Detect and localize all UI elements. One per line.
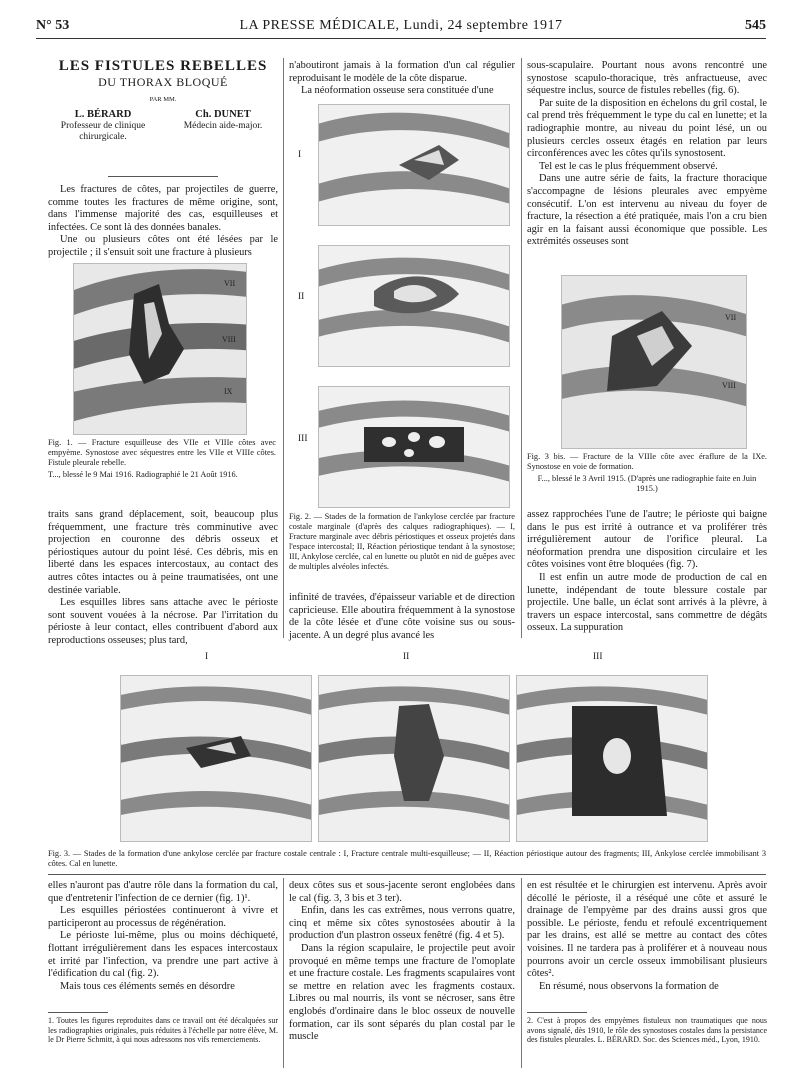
rib-label: VII [725, 313, 737, 322]
figure-2-label-ii: II [298, 292, 305, 302]
figure-2-label-iii: III [298, 434, 308, 444]
paragraph: Par suite de la disposition en échelons du gril costal, le cal prend très fréquemment le type du cal en lunette; et la radiographie montre, au niveau du point lésé, un ou plusieurs cercles osseux étagés en relation par leurs circonférences avec les côtes qu'ils synostosent. [527, 97, 767, 160]
col3-text-bottom [527, 880, 767, 993]
col2-text-bottom [289, 880, 515, 1044]
figure-3bis-caption: Fig. 3 bis. — Fracture de la VIIIe côte avec éraflure de la IXe. Synostose en voie de formation. F..., blessé le 3 Avril 1915. (D'après une radiographie faite en Juin 1915.) [527, 452, 767, 493]
rib-label: VIII [722, 381, 736, 390]
paragraph: Mais tous ces éléments semés en désordre [60, 980, 235, 992]
article-title: LES FISTULES REBELLES [58, 58, 268, 74]
journal-title: LA PRESSE MÉDICALE, Lundi, 24 septembre 1917 [239, 18, 563, 33]
figure-2-label-i: I [298, 150, 302, 160]
figure-3-caption: Fig. 3. — Stades de la formation d'une ankylose cerclée par fracture costale centrale : I, Fracture centrale multi-esquilleuse; — II, Réaction périostique autour des fragments; III, Ankylose cerclée immobilisant 3 côtes. Cal en lunette. [48, 849, 766, 868]
figure-3-label-iii: III [593, 652, 603, 662]
footnote-1: 1. Toutes les figures reproduites dans ce travail ont été décalquées sur les radiographies originales, puis réduites à l'échelle par notre élève, M. le Dr Pierre Schmitt, à qui nous adressons nos vifs remerciements. [48, 1016, 278, 1045]
paragraph: en est résultée et le chirurgien est intervenu. Après avoir décollé le périoste, il a réséqué une côte et assuré le drainage de l'empyème par des drains aussi gros que possible. Le périoste, fendu et refoulé excentriquement par les drains, est allé se mettre au contact des côtes voisines. Il ne tardera pas à proliférer et à nouveau nous pourrons avoir un cercle osseux immobilisant plusieurs côtes². [527, 880, 767, 980]
paragraph: Dans une autre série de faits, la fracture thoracique s'accompagne de lésions pleurales avec empyème consécutif. L'on est intervenu au niveau du foyer de fracture, la résection a été pratiquée, mais l'on a cru bien agir en la faisant aussi économique que possible. Les extrémités osseuses sont [527, 173, 767, 248]
author-2 [168, 109, 278, 143]
rib-label: VII [224, 279, 236, 288]
paragraph: En résumé, nous observons la formation de [539, 980, 719, 992]
author-2-name: Ch. DUNET [195, 108, 251, 120]
col3-text-middle [527, 509, 767, 635]
col2-text-middle [289, 592, 515, 642]
page-header [36, 18, 766, 39]
col2-text-top [289, 60, 515, 98]
paragraph: Dans la région scapulaire, le projectile peut avoir provoqué en même temps une fracture de l'omoplate et une fracture costale. Les fragments scapulaires vont se mettre en relation avec les fragments costaux. Libres ou mal nourris, ils vont se nécroser, sans être englobés d'ordinaire dans le bloc osseux de nouvelle formation, car ils sont séparés du plan costal par le muscle [289, 942, 515, 1043]
par-mm: PAR MM. [149, 96, 177, 104]
figure-3-panel-i [120, 675, 312, 842]
author-1 [48, 109, 158, 143]
figure-3-panel-iii [516, 675, 708, 842]
issue-number: N° 53 [36, 18, 70, 33]
figure-3-panel-ii [318, 675, 510, 842]
paragraph: Tel est le cas le plus fréquemment observé. [539, 160, 718, 172]
figure-2-panel-i [318, 104, 510, 226]
footnote-2: 2. C'est à propos des empyèmes fistuleux non traumatiques que nous avons signalé, dès 1910, le rôle des synostoses costales dans la persistance des fistules pleurales. L. BÉRARD. Soc. des Sciences méd., Lyon, 1910. [527, 1016, 767, 1045]
figure-2-caption: Fig. 2. — Stades de la formation de l'ankylose cerclée par fracture costale marginale (d'après des calques radiographiques). — I, Fracture marginale avec débris périostiques et osseux projetés dans l'espace intercostal; II, Réaction périostique tendant à la synostose; III, Ankylose cerclée, cal en lunette ou plutôt en nid de guêpes avec de multiples alvéoles infectés. [289, 512, 515, 571]
paragraph: elles n'auront pas d'autre rôle dans la formation du cal, que d'entretenir l'infection de ce dernier (fig. 1)¹. [48, 880, 278, 904]
col3-text-top [527, 60, 767, 249]
paragraph: infinité de travées, d'épaisseur variable et de direction capricieuse. Elle aboutira fréquemment à la synostose de la côte lésée et d'une côte voisine sus ou sous-jacente. A un degré plus avancé les [289, 592, 515, 641]
paragraph: n'aboutiront jamais à la formation d'un cal régulier reproduisant le modèle de la côte disparue. [289, 60, 515, 84]
paragraph: Il est enfin un autre mode de production de cal en lunette, indépendant de toute blessure costale par projectile. Une balle, un éclat sont arrivés à la plèvre, à travers un espace intercostal, sans commettre de dégâts osseux. La suppuration [527, 571, 767, 634]
paragraph: Enfin, dans les cas extrêmes, nous verrons quatre, cinq et même six côtes synostosées aboutir à la production d'un plastron osseux fenêtré (fig. 4 et 5). [289, 905, 515, 942]
figure-1-radiograph [73, 263, 247, 435]
paragraph: Les fractures de côtes, par projectiles de guerre, comme toutes les fractures de même origine, sont, dans l'immense majorité des cas, esquilleuses et infectées. Ce sont là des données banales. [48, 184, 278, 233]
author-1-name: L. BÉRARD [74, 108, 132, 120]
author-2-role: Médecin aide-major. [183, 120, 263, 131]
figure-3-label-ii: II [403, 652, 410, 662]
page-number: 545 [745, 18, 766, 33]
article-heading [48, 60, 278, 143]
paragraph: sous-scapulaire. Pourtant nous avons rencontré une synostose scapulo-thoracique, très anfractueuse, avec séquestre inclus, source de fistules rebelles (fig. 6). [527, 60, 767, 97]
paragraph: Les esquilles périostées continueront à vivre et participeront au processus de régénération. [48, 905, 278, 929]
col1-text-bottom [48, 880, 278, 993]
figure-2-panel-iii [318, 386, 510, 508]
paragraph: La néoformation osseuse sera constituée d'une [301, 85, 494, 97]
figure-3bis-radiograph [561, 275, 747, 449]
paragraph: Les esquilles libres sans attache avec le périoste sont souvent vouées à la nécrose. Par l'irritation du périoste à leur contact, elles contribuent d'abord aux reproductions osseuses; plus tard, [48, 597, 278, 646]
paragraph: Le périoste lui-même, plus ou moins déchiqueté, flottant irrégulièrement dans les espaces intercostaux et irrité par l'infection, va prendre une part active à l'édification du cal (fig. 2). [48, 930, 278, 980]
col1-text-middle [48, 509, 278, 648]
paragraph: deux côtes sus et sous-jacente seront englobées dans le cal (fig. 3, 3 bis et 3 ter). [289, 880, 515, 904]
paragraph: traits sans grand déplacement, soit, beaucoup plus fréquemment, une fracture très comminutive avec projection en couronne des débris osseux et périostiques autour du point lésé. Ces débris, mis en liberté dans les espaces intercostaux, au contact des autres côtes intactes ou à peine traumatisées, ont une destinée variable. [48, 509, 278, 596]
paragraph: assez rapprochées l'une de l'autre; le périoste qui baigne dans le pus est irrité à outrance et va proliférer très irrégulièrement autour de l'orifice pleural. La néoformation prendra une disposition circulaire et les côtes voisines vont être bloquées (fig. 7). [527, 509, 767, 571]
paragraph: Une ou plusieurs côtes ont été lésées par le projectile ; il s'ensuit soit une fracture à plusieurs [48, 234, 278, 258]
article-subtitle: DU THORAX BLOQUÉ [98, 74, 228, 89]
figure-3-label-i: I [205, 652, 209, 662]
rib-label: IX [224, 387, 233, 396]
author-1-role: Professeur de clinique chirurgicale. [60, 120, 146, 142]
col1-text-top [48, 184, 278, 260]
rib-label: VIII [222, 335, 236, 344]
figure-1-caption: Fig. 1. — Fracture esquilleuse des VIIe et VIIIe côtes avec empyème. Synostose avec séquestres entre les VIIe et VIIIe côtes. Fistule pleurale rebelle. T..., blessé le 9 Mai 1916. Radiographié le 21 Août 1916. [48, 438, 276, 479]
figure-2-panel-ii [318, 245, 510, 367]
